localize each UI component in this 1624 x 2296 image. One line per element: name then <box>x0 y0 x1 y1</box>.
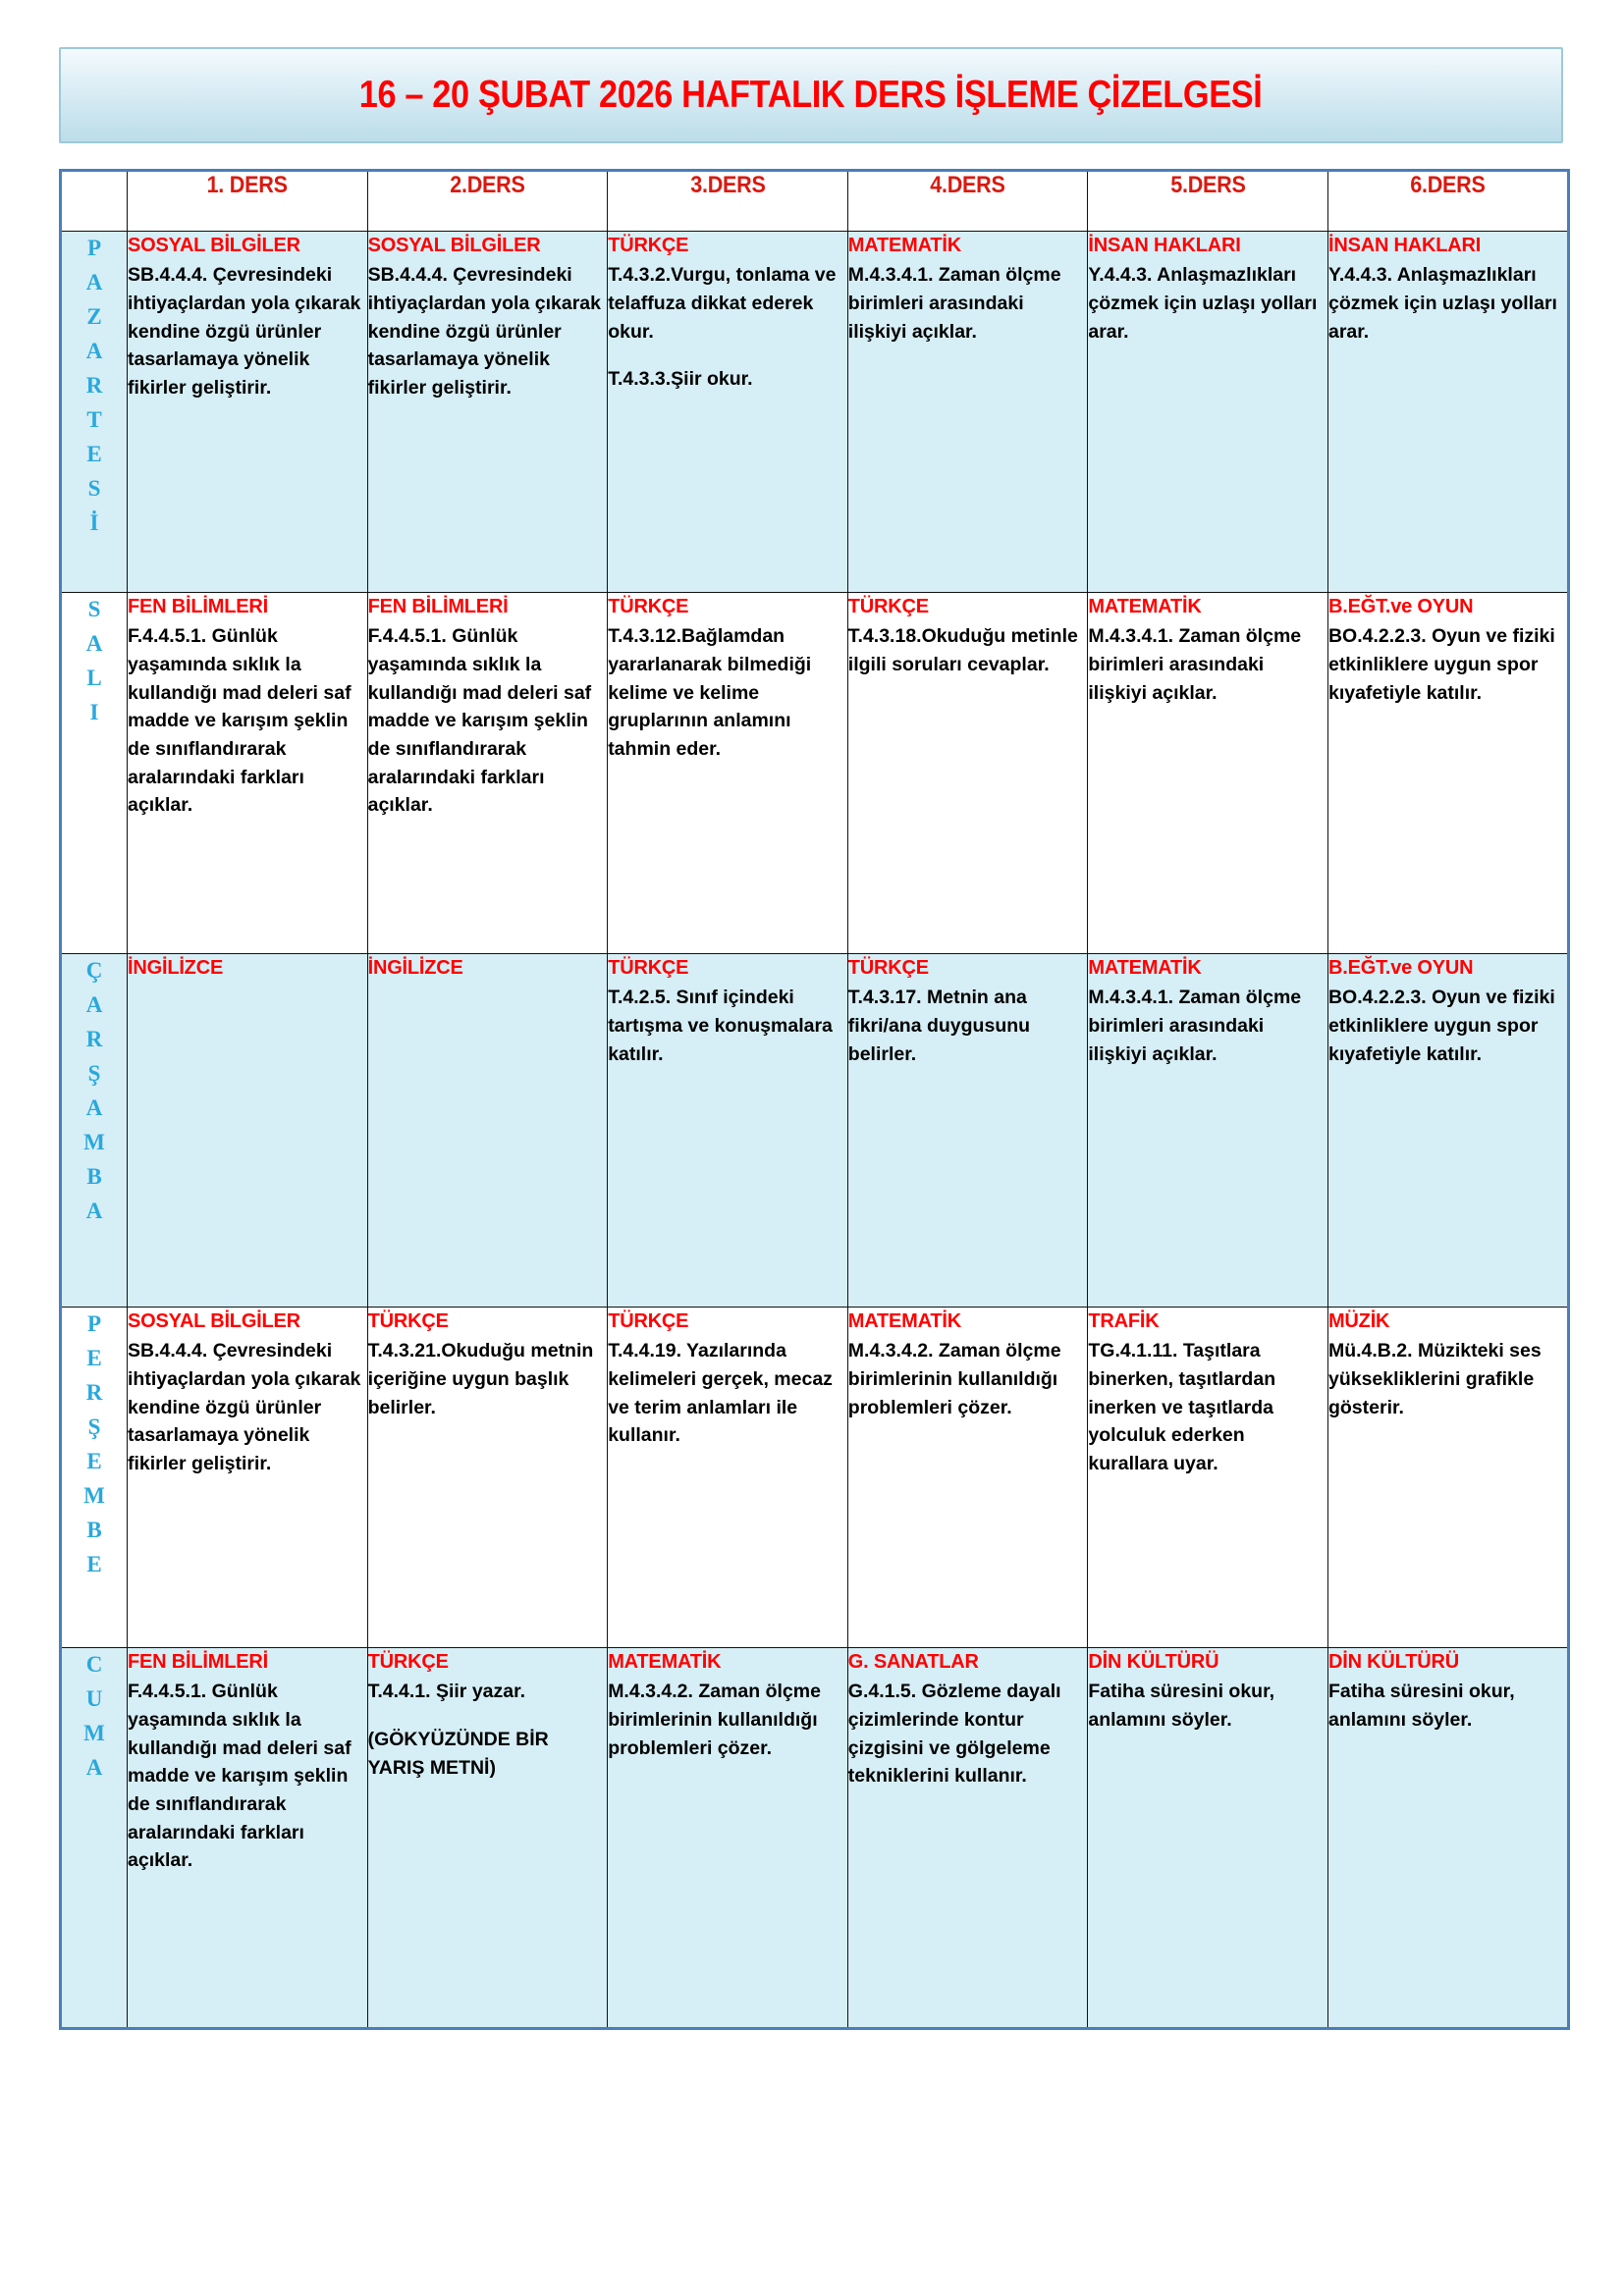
lesson-subject: TÜRKÇE <box>608 596 689 617</box>
lesson-objective: Mü.4.B.2. Müzikteki ses yüksekliklerini grafikle gösterir. <box>1327 1340 1542 1418</box>
lesson-cell[interactable] <box>608 954 848 1308</box>
table-body <box>61 232 1569 2029</box>
lesson-subject: MÜZİK <box>1327 1310 1390 1332</box>
lesson-cell[interactable] <box>1088 1308 1328 1648</box>
lesson-subject: MATEMATİK <box>608 1651 722 1673</box>
lesson-objective: Y.4.4.3. Anlaşmazlıkları çözmek için uzlaşı yolları arar. <box>1088 264 1318 343</box>
day-label-letter: E <box>86 1345 102 1370</box>
lesson-objective: M.4.3.4.1. Zaman ölçme birimleri arasındaki ilişkiyi açıklar. <box>1088 625 1302 704</box>
lesson-subject: TÜRKÇE <box>847 596 929 617</box>
lesson-subject: SOSYAL BİLGİLER <box>128 235 300 256</box>
day-label-letters <box>62 954 127 1229</box>
day-label-letter: R <box>85 1379 103 1405</box>
lesson-cell[interactable] <box>1327 1308 1568 1648</box>
day-label-letter: R <box>85 372 103 398</box>
day-label-letter: A <box>85 1754 103 1780</box>
column-header-lesson-6 <box>1327 171 1568 232</box>
lesson-objective: TG.4.1.11. Taşıtlara binerken, taşıtlardan inerken ve taşıtlarda yolculuk ederken kurallara uyar. <box>1088 1340 1276 1475</box>
lesson-objective: F.4.4.5.1. Günlük yaşamında sıklık la kullandığı mad deleri saf madde ve karışım şeklin de sınıflandırarak aralarındaki farkları açıklar. <box>367 625 592 817</box>
lesson-cell[interactable] <box>128 1308 368 1648</box>
day-label-letter: P <box>86 1311 102 1336</box>
lesson-subject: TÜRKÇE <box>608 235 689 256</box>
lesson-objective: M.4.3.4.2. Zaman ölçme birimlerinin kullanıldığı problemleri çözer. <box>847 1340 1061 1418</box>
day-label-letter: Ç <box>85 958 103 983</box>
lesson-subject: SOSYAL BİLGİLER <box>128 1310 300 1332</box>
column-header-lesson-2 <box>367 171 608 232</box>
banner-spacer <box>57 143 1567 169</box>
lesson-objective: Fatiha süresini okur, anlamını söyler. <box>1327 1681 1515 1732</box>
day-label-letter: E <box>86 441 102 466</box>
lesson-objective-secondary: (GÖKYÜZÜNDE BİR YARIŞ METNİ) <box>367 1729 549 1779</box>
lesson-subject: TÜRKÇE <box>608 957 689 979</box>
day-label-letters <box>62 593 127 730</box>
lesson-cell[interactable] <box>1088 593 1328 954</box>
day-label-pazartesi̇ <box>61 232 128 593</box>
column-header-label: 4.DERS <box>930 172 1005 198</box>
lesson-subject: G. SANATLAR <box>847 1651 979 1673</box>
header-row <box>61 171 1569 232</box>
lesson-objective: T.4.4.1. Şiir yazar. <box>367 1681 526 1703</box>
day-label-letter: U <box>85 1685 103 1711</box>
lesson-cell[interactable] <box>367 232 608 593</box>
day-label-letter: Z <box>86 303 102 329</box>
day-label-letter: A <box>85 630 103 656</box>
lesson-subject: FEN BİLİMLERİ <box>367 596 509 617</box>
lesson-subject: İNGİLİZCE <box>367 957 463 979</box>
lesson-subject: İNSAN HAKLARI <box>1327 235 1482 256</box>
lesson-objective: F.4.4.5.1. Günlük yaşamında sıklık la kullandığı mad deleri saf madde ve karışım şeklin de sınıflandırarak aralarındaki farkları açıklar. <box>128 625 352 817</box>
day-label-çarşamba <box>61 954 128 1308</box>
lesson-cell[interactable] <box>128 1648 368 2029</box>
day-label-letter: İ <box>89 509 99 535</box>
day-label-letter: A <box>85 991 103 1017</box>
lesson-objective: SB.4.4.4. Çevresindeki ihtiyaçlardan yola çıkarak kendine özgü ürünler tasarlamaya yönelik fikirler geliştirir. <box>128 1340 361 1475</box>
lesson-subject: TÜRKÇE <box>608 1310 689 1332</box>
day-label-perşembe <box>61 1308 128 1648</box>
lesson-objective: SB.4.4.4. Çevresindeki ihtiyaçlardan yola çıkarak kendine özgü ürünler tasarlamaya yönelik fikirler geliştirir. <box>367 264 601 400</box>
lesson-subject: MATEMATİK <box>1088 596 1202 617</box>
weekly-schedule-table <box>59 169 1570 2030</box>
lesson-cell[interactable] <box>847 954 1088 1308</box>
lesson-cell[interactable] <box>1327 954 1568 1308</box>
lesson-objective: Y.4.4.3. Anlaşmazlıkları çözmek için uzlaşı yolları arar. <box>1327 264 1557 343</box>
lesson-subject: TÜRKÇE <box>367 1310 449 1332</box>
lesson-subject: TÜRKÇE <box>847 957 929 979</box>
day-label-letter: T <box>86 406 102 432</box>
schedule-row <box>61 232 1569 593</box>
lesson-cell[interactable] <box>847 1648 1088 2029</box>
lesson-cell[interactable] <box>367 593 608 954</box>
lesson-subject: MATEMATİK <box>1088 957 1202 979</box>
day-label-letters <box>62 232 127 541</box>
day-label-letter: C <box>85 1652 103 1677</box>
column-header-lesson-4 <box>847 171 1088 232</box>
lesson-objective: T.4.4.19. Yazılarında kelimeleri gerçek, mecaz ve terim anlamları ile kullanır. <box>608 1340 833 1447</box>
lesson-subject: TRAFİK <box>1088 1310 1160 1332</box>
lesson-objective: M.4.3.4.2. Zaman ölçme birimlerinin kullanıldığı problemleri çözer. <box>608 1681 821 1759</box>
lesson-subject: FEN BİLİMLERİ <box>128 1651 268 1673</box>
lesson-objective: T.4.3.2.Vurgu, tonlama ve telaffuza dikkat ederek okur. <box>608 264 837 343</box>
column-header-label: 2.DERS <box>450 172 525 198</box>
lesson-cell[interactable] <box>608 232 848 593</box>
lesson-objective: BO.4.2.2.3. Oyun ve fiziki etkinliklere uygun spor kıyafetiyle katılır. <box>1327 987 1555 1065</box>
column-header-lesson-5 <box>1088 171 1328 232</box>
lesson-objective: T.4.2.5. Sınıf içindeki tartışma ve konuşmalara katılır. <box>608 987 833 1065</box>
lesson-subject: SOSYAL BİLGİLER <box>367 235 541 256</box>
lesson-subject: MATEMATİK <box>847 235 961 256</box>
lesson-cell[interactable] <box>608 1648 848 2029</box>
day-label-letter: E <box>86 1551 102 1576</box>
table-header <box>61 171 1569 232</box>
column-header-label: 3.DERS <box>689 172 766 198</box>
lesson-subject: DİN KÜLTÜRÜ <box>1327 1651 1459 1673</box>
lesson-objective: SB.4.4.4. Çevresindeki ihtiyaçlardan yola çıkarak kendine özgü ürünler tasarlamaya yönelik fikirler geliştirir. <box>128 264 361 400</box>
lesson-subject: MATEMATİK <box>847 1310 961 1332</box>
lesson-cell[interactable] <box>367 954 608 1308</box>
lesson-objective: F.4.4.5.1. Günlük yaşamında sıklık la kullandığı mad deleri saf madde ve karışım şeklin de sınıflandırarak aralarındaki farkları açıklar. <box>128 1681 352 1872</box>
schedule-row <box>61 954 1569 1308</box>
title-banner <box>59 47 1563 143</box>
lesson-subject: İNSAN HAKLARI <box>1088 235 1241 256</box>
lesson-cell[interactable] <box>128 593 368 954</box>
lesson-subject: FEN BİLİMLERİ <box>128 596 268 617</box>
corner-header-cell <box>61 171 128 232</box>
schedule-row <box>61 593 1569 954</box>
lesson-objective: T.4.3.12.Bağlamdan yararlanarak bilmediği kelime ve kelime gruplarının anlamını tahmin eder. <box>608 625 812 761</box>
lesson-objective: T.4.3.18.Okuduğu metinle ilgili soruları cevaplar. <box>847 625 1078 676</box>
lesson-objective: T.4.3.21.Okuduğu metnin içeriğine uygun başlık belirler. <box>367 1340 594 1418</box>
column-header-lesson-1 <box>128 171 368 232</box>
lesson-objective: T.4.3.17. Metnin ana fikri/ana duygusunu belirler. <box>847 987 1031 1065</box>
day-label-letter: M <box>83 1482 105 1508</box>
lesson-subject: TÜRKÇE <box>367 1651 449 1673</box>
day-label-cuma <box>61 1648 128 2029</box>
lesson-objective: BO.4.2.2.3. Oyun ve fiziki etkinliklere uygun spor kıyafetiyle katılır. <box>1327 625 1555 704</box>
day-label-sali <box>61 593 128 954</box>
day-label-letter: R <box>85 1026 103 1051</box>
lesson-cell[interactable] <box>608 593 848 954</box>
day-label-letter: I <box>89 699 99 724</box>
lesson-cell[interactable] <box>128 954 368 1308</box>
day-label-letter: A <box>85 1095 103 1120</box>
day-label-letters <box>62 1648 127 1786</box>
lesson-cell[interactable] <box>367 1308 608 1648</box>
day-label-letter: S <box>87 475 101 501</box>
day-label-letter: P <box>86 236 102 260</box>
lesson-cell[interactable] <box>1327 593 1568 954</box>
lesson-cell[interactable] <box>847 232 1088 593</box>
day-label-letter: Ş <box>87 1060 101 1086</box>
lesson-cell[interactable] <box>608 1308 848 1648</box>
day-label-letter: L <box>86 665 102 690</box>
lesson-cell[interactable] <box>367 1648 608 2029</box>
lesson-objective: M.4.3.4.1. Zaman ölçme birimleri arasındaki ilişkiyi açıklar. <box>847 264 1061 343</box>
day-label-letter: B <box>86 1163 102 1189</box>
page-title: 16 – 20 ŞUBAT 2026 HAFTALIK DERS İŞLEME ÇİZELGESİ <box>359 74 1263 116</box>
day-label-letter: B <box>86 1517 102 1542</box>
lesson-cell[interactable] <box>1088 1648 1328 2029</box>
day-label-letters <box>62 1308 127 1582</box>
lesson-objective: G.4.1.5. Gözleme dayalı çizimlerinde kontur çizgisini ve gölgeleme tekniklerini kullanır. <box>847 1681 1061 1788</box>
lesson-subject: İNGİLİZCE <box>128 957 224 979</box>
column-header-label: 5.DERS <box>1169 172 1246 198</box>
day-label-letter: S <box>87 597 101 621</box>
day-label-letter: M <box>83 1129 105 1154</box>
day-label-letter: A <box>85 338 103 363</box>
lesson-cell[interactable] <box>128 232 368 593</box>
schedule-row <box>61 1308 1569 1648</box>
lesson-cell[interactable] <box>1327 232 1568 593</box>
day-label-letter: A <box>85 269 103 294</box>
day-label-letter: E <box>86 1448 102 1473</box>
day-label-letter: M <box>83 1720 105 1745</box>
lesson-objective: M.4.3.4.1. Zaman ölçme birimleri arasındaki ilişkiyi açıklar. <box>1088 987 1302 1065</box>
lesson-cell[interactable] <box>1088 954 1328 1308</box>
day-label-letter: Ş <box>87 1414 101 1439</box>
lesson-cell[interactable] <box>1327 1648 1568 2029</box>
lesson-subject: B.EĞT.ve OYUN <box>1327 957 1474 979</box>
lesson-objective-secondary: T.4.3.3.Şiir okur. <box>608 368 753 391</box>
lesson-subject: B.EĞT.ve OYUN <box>1327 596 1474 617</box>
column-header-label: 1. DERS <box>206 172 288 198</box>
column-header-lesson-3 <box>608 171 848 232</box>
day-label-letter: A <box>85 1198 103 1223</box>
schedule-row <box>61 1648 1569 2029</box>
column-header-label: 6.DERS <box>1410 172 1486 198</box>
lesson-subject: DİN KÜLTÜRÜ <box>1088 1651 1219 1673</box>
lesson-objective: Fatiha süresini okur, anlamını söyler. <box>1088 1681 1275 1732</box>
lesson-cell[interactable] <box>847 593 1088 954</box>
lesson-cell[interactable] <box>847 1308 1088 1648</box>
lesson-cell[interactable] <box>1088 232 1328 593</box>
